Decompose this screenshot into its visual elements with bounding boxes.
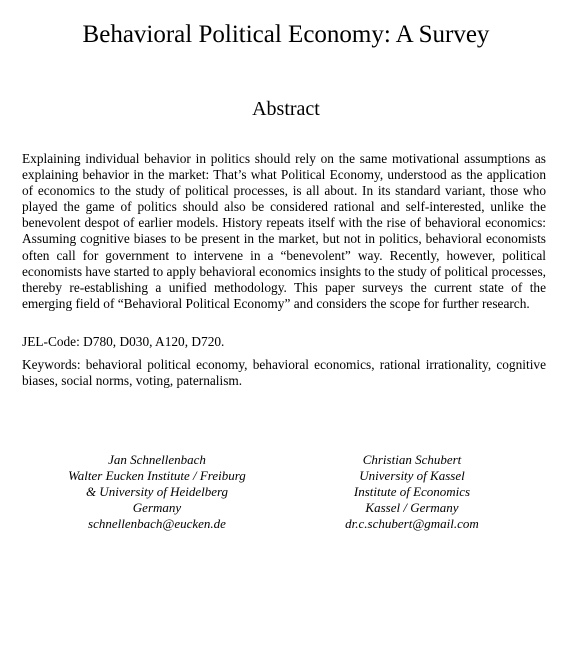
- author-block-1: [27, 452, 287, 532]
- author-affiliation: Walter Eucken Institute / Freiburg: [68, 468, 246, 483]
- author-country: Germany: [132, 500, 182, 515]
- author-block-2: [282, 452, 542, 532]
- author-name: Christian Schubert: [362, 452, 462, 467]
- author-affiliation: & University of Heidelberg: [85, 484, 229, 499]
- author-email[interactable]: dr.c.schubert@gmail.com: [345, 516, 479, 531]
- keywords: Keywords: behavioral political economy, behavioral economics, rational irrationality, cognitive biases, social norms, voting, paternalism.: [22, 357, 546, 389]
- paper-title: Behavioral Political Economy: A Survey: [82, 21, 490, 48]
- jel-codes: JEL-Code: D780, D030, A120, D720.: [22, 334, 225, 349]
- author-affiliation: Institute of Economics: [353, 484, 471, 499]
- author-affiliation: University of Kassel: [359, 468, 465, 483]
- author-name: Jan Schnellenbach: [108, 452, 206, 467]
- author-email[interactable]: schnellenbach@eucken.de: [88, 516, 226, 531]
- abstract-text: Explaining individual behavior in politics should rely on the same motivational assumptions as explaining behavior in the market: That’s what Political Economy, understood as the application of economics to the study of political processes, is all about. In its standard variant, those who played the game of politics should also be considered rational and self-interested, unlike the benevolent despot of earlier models. History repeats itself with the rise of behavioral economics: Assuming cognitive biases to be present in the market, but not in politics, behavioral economists often call for government to intervene in a “benevolent” way. Recently, however, political economists have started to apply behavioral economics insights to the study of political processes, thereby re-establishing a unified methodology. This paper surveys the current state of the emerging field of “Behavioral Political Economy” and considers the scope for further research.: [22, 151, 546, 311]
- abstract-heading: Abstract: [252, 98, 320, 120]
- author-country: Kassel / Germany: [365, 500, 459, 515]
